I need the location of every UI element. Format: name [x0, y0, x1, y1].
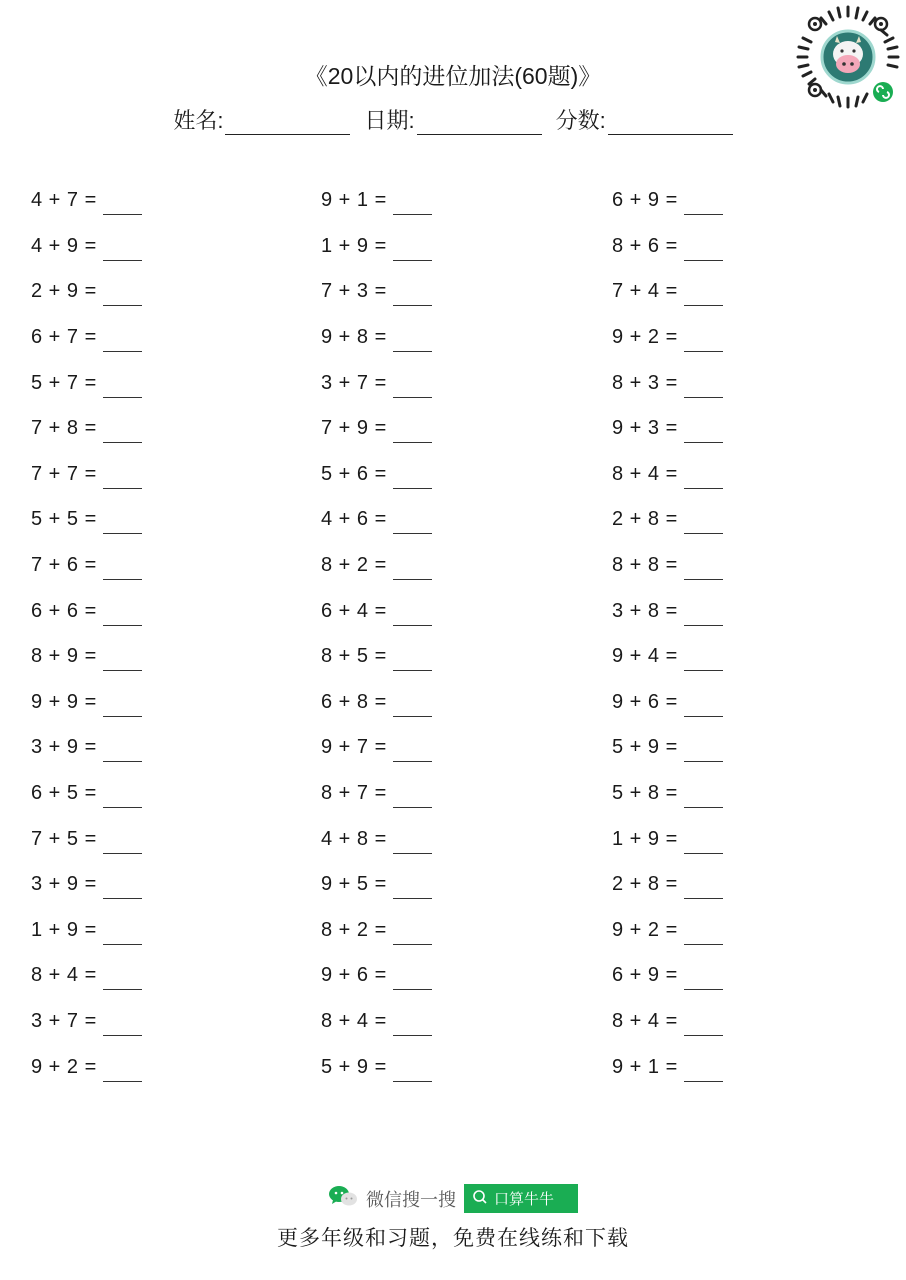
answer-blank[interactable]: [393, 785, 432, 808]
problem-expression: 8 + 2 =: [321, 554, 387, 577]
answer-blank[interactable]: [684, 1059, 723, 1082]
problem-expression: 7 + 8 =: [31, 417, 97, 440]
date-label: 日期:: [364, 108, 415, 133]
problem-expression: 6 + 9 =: [612, 189, 678, 212]
problem-item: [321, 315, 581, 361]
problem-item: [612, 360, 872, 406]
answer-blank[interactable]: [684, 603, 723, 626]
problem-expression: 9 + 5 =: [321, 873, 387, 896]
problem-item: [321, 953, 581, 999]
answer-blank[interactable]: [393, 420, 432, 443]
answer-blank[interactable]: [684, 1013, 723, 1036]
problem-expression: 8 + 4 =: [321, 1009, 387, 1032]
problem-expression: 6 + 5 =: [31, 782, 97, 805]
problem-item: [31, 497, 291, 543]
problem-item: [321, 224, 581, 270]
problem-item: [612, 816, 872, 862]
answer-blank[interactable]: [103, 283, 142, 306]
problem-item: [321, 771, 581, 817]
problem-item: [612, 452, 872, 498]
problem-item: [31, 862, 291, 908]
problem-item: [612, 588, 872, 634]
problem-expression: 8 + 4 =: [31, 964, 97, 987]
answer-blank[interactable]: [684, 922, 723, 945]
problem-expression: 5 + 7 =: [31, 371, 97, 394]
problem-item: [31, 680, 291, 726]
problem-expression: 7 + 4 =: [612, 280, 678, 303]
problem-item: [612, 771, 872, 817]
answer-blank[interactable]: [684, 375, 723, 398]
problem-expression: 8 + 4 =: [612, 462, 678, 485]
answer-blank[interactable]: [684, 238, 723, 261]
problem-item: [321, 497, 581, 543]
problem-item: [612, 315, 872, 361]
problem-expression: 5 + 8 =: [612, 782, 678, 805]
problem-expression: 9 + 6 =: [321, 964, 387, 987]
answer-blank[interactable]: [103, 1059, 142, 1082]
problem-item: [612, 178, 872, 224]
problem-item: [31, 452, 291, 498]
problem-column-1: [31, 178, 291, 1090]
problem-column-2: [321, 178, 581, 1090]
problem-expression: 6 + 7 =: [31, 326, 97, 349]
problem-item: [321, 816, 581, 862]
answer-blank[interactable]: [393, 192, 432, 215]
answer-blank[interactable]: [393, 466, 432, 489]
answer-blank[interactable]: [103, 1013, 142, 1036]
problem-item: [31, 1044, 291, 1090]
wechat-search-label: 微信搜一搜: [365, 1189, 456, 1210]
problem-item: [31, 315, 291, 361]
problem-expression: 2 + 8 =: [612, 508, 678, 531]
answer-blank[interactable]: [103, 511, 142, 534]
answer-blank[interactable]: [393, 511, 432, 534]
problem-item: [612, 543, 872, 589]
problem-item: [31, 224, 291, 270]
problem-expression: 9 + 4 =: [612, 645, 678, 668]
answer-blank[interactable]: [103, 238, 142, 261]
answer-blank[interactable]: [393, 283, 432, 306]
answer-blank[interactable]: [684, 329, 723, 352]
problem-item: [31, 406, 291, 452]
problem-item: [321, 999, 581, 1045]
problem-item: [612, 634, 872, 680]
answer-blank[interactable]: [393, 922, 432, 945]
problem-expression: 2 + 8 =: [612, 873, 678, 896]
answer-blank[interactable]: [393, 831, 432, 854]
problem-item: [612, 999, 872, 1045]
problem-expression: 5 + 9 =: [612, 736, 678, 759]
answer-blank[interactable]: [684, 283, 723, 306]
problem-item: [31, 634, 291, 680]
answer-blank[interactable]: [684, 420, 723, 443]
problem-expression: 4 + 6 =: [321, 508, 387, 531]
answer-blank[interactable]: [393, 1059, 432, 1082]
score-blank[interactable]: [608, 112, 733, 135]
problem-expression: 1 + 9 =: [612, 827, 678, 850]
problem-item: [321, 178, 581, 224]
problem-expression: 3 + 7 =: [321, 371, 387, 394]
answer-blank[interactable]: [684, 648, 723, 671]
problem-item: [612, 1044, 872, 1090]
name-field[interactable]: [173, 104, 350, 135]
answer-blank[interactable]: [393, 238, 432, 261]
problem-item: [31, 999, 291, 1045]
answer-blank[interactable]: [103, 739, 142, 762]
wechat-icon: [328, 1185, 358, 1212]
problem-expression: 8 + 9 =: [31, 645, 97, 668]
problem-item: [31, 178, 291, 224]
answer-blank[interactable]: [103, 648, 142, 671]
answer-blank[interactable]: [103, 375, 142, 398]
answer-blank[interactable]: [684, 876, 723, 899]
problem-expression: 1 + 9 =: [321, 234, 387, 257]
problem-item: [612, 406, 872, 452]
problem-item: [31, 953, 291, 999]
problem-expression: 6 + 8 =: [321, 690, 387, 713]
answer-blank[interactable]: [103, 557, 142, 580]
date-blank[interactable]: [417, 112, 542, 135]
problem-item: [31, 269, 291, 315]
problem-item: [612, 725, 872, 771]
answer-blank[interactable]: [103, 922, 142, 945]
score-field[interactable]: [556, 104, 733, 135]
answer-blank[interactable]: [103, 694, 142, 717]
problem-item: [321, 269, 581, 315]
problem-item: [31, 816, 291, 862]
date-field[interactable]: [364, 104, 541, 135]
problem-item: [612, 953, 872, 999]
promo-text: 更多年级和习题，免费在线练和下载: [277, 1227, 629, 1250]
answer-blank[interactable]: [684, 557, 723, 580]
answer-blank[interactable]: [103, 603, 142, 626]
answer-blank[interactable]: [684, 831, 723, 854]
problem-expression: 8 + 5 =: [321, 645, 387, 668]
answer-blank[interactable]: [684, 785, 723, 808]
answer-blank[interactable]: [103, 329, 142, 352]
problem-expression: 4 + 8 =: [321, 827, 387, 850]
problem-expression: 8 + 2 =: [321, 918, 387, 941]
problem-item: [612, 862, 872, 908]
problem-expression: 7 + 9 =: [321, 417, 387, 440]
problem-expression: 9 + 2 =: [31, 1055, 97, 1078]
problem-item: [321, 680, 581, 726]
answer-blank[interactable]: [393, 648, 432, 671]
name-label: 姓名:: [173, 108, 224, 133]
problem-item: [31, 725, 291, 771]
problem-expression: 7 + 5 =: [31, 827, 97, 850]
problem-expression: 9 + 8 =: [321, 326, 387, 349]
problem-expression: 7 + 3 =: [321, 280, 387, 303]
problem-expression: 9 + 6 =: [612, 690, 678, 713]
problem-expression: 5 + 5 =: [31, 508, 97, 531]
problem-expression: 8 + 7 =: [321, 782, 387, 805]
problem-expression: 9 + 2 =: [612, 326, 678, 349]
answer-blank[interactable]: [684, 511, 723, 534]
problem-expression: 9 + 1 =: [321, 189, 387, 212]
answer-blank[interactable]: [393, 603, 432, 626]
answer-blank[interactable]: [393, 557, 432, 580]
answer-blank[interactable]: [103, 192, 142, 215]
problem-item: [321, 634, 581, 680]
answer-blank[interactable]: [393, 694, 432, 717]
problem-expression: 3 + 9 =: [31, 873, 97, 896]
problem-expression: 6 + 6 =: [31, 599, 97, 622]
answer-blank[interactable]: [393, 375, 432, 398]
problem-item: [321, 406, 581, 452]
problem-expression: 3 + 7 =: [31, 1009, 97, 1032]
answer-blank[interactable]: [103, 420, 142, 443]
problem-item: [612, 908, 872, 954]
problem-expression: 9 + 2 =: [612, 918, 678, 941]
problem-expression: 8 + 4 =: [612, 1009, 678, 1032]
problem-item: [612, 680, 872, 726]
search-keyword: 口算牛牛: [493, 1191, 554, 1208]
answer-blank[interactable]: [103, 831, 142, 854]
problem-expression: 5 + 9 =: [321, 1055, 387, 1078]
answer-blank[interactable]: [684, 694, 723, 717]
problem-expression: 3 + 8 =: [612, 599, 678, 622]
problem-item: [612, 497, 872, 543]
problem-item: [321, 725, 581, 771]
problem-expression: 9 + 7 =: [321, 736, 387, 759]
answer-blank[interactable]: [393, 876, 432, 899]
search-keyword-badge[interactable]: [464, 1184, 578, 1213]
problem-item: [31, 543, 291, 589]
problem-item: [31, 908, 291, 954]
problem-expression: 7 + 6 =: [31, 554, 97, 577]
problem-item: [321, 588, 581, 634]
problem-item: [31, 360, 291, 406]
problem-expression: 6 + 9 =: [612, 964, 678, 987]
worksheet-title: 《20以内的进位加法(60题)》: [304, 63, 602, 89]
search-icon: [472, 1189, 488, 1209]
wechat-search-banner: [0, 1184, 906, 1213]
answer-blank[interactable]: [103, 967, 142, 990]
qr-code-icon[interactable]: [793, 2, 903, 112]
problem-item: [321, 1044, 581, 1090]
problem-expression: 8 + 3 =: [612, 371, 678, 394]
problem-item: [612, 269, 872, 315]
problem-item: [612, 224, 872, 270]
problem-expression: 2 + 9 =: [31, 280, 97, 303]
student-info-row: [0, 104, 906, 135]
problem-item: [321, 452, 581, 498]
answer-blank[interactable]: [393, 329, 432, 352]
answer-blank[interactable]: [103, 876, 142, 899]
problem-item: [321, 862, 581, 908]
problem-expression: 9 + 9 =: [31, 690, 97, 713]
answer-blank[interactable]: [684, 739, 723, 762]
problem-item: [31, 771, 291, 817]
problem-expression: 9 + 1 =: [612, 1055, 678, 1078]
problem-item: [321, 543, 581, 589]
problem-expression: 8 + 6 =: [612, 234, 678, 257]
problem-column-3: [612, 178, 872, 1090]
problem-item: [321, 360, 581, 406]
problem-expression: 4 + 9 =: [31, 234, 97, 257]
answer-blank[interactable]: [103, 466, 142, 489]
problem-item: [31, 588, 291, 634]
problem-expression: 5 + 6 =: [321, 462, 387, 485]
name-blank[interactable]: [225, 112, 350, 135]
answer-blank[interactable]: [684, 192, 723, 215]
problem-expression: 9 + 3 =: [612, 417, 678, 440]
problem-expression: 7 + 7 =: [31, 462, 97, 485]
answer-blank[interactable]: [103, 785, 142, 808]
problem-expression: 6 + 4 =: [321, 599, 387, 622]
problem-expression: 1 + 9 =: [31, 918, 97, 941]
answer-blank[interactable]: [684, 466, 723, 489]
problem-item: [321, 908, 581, 954]
problem-expression: 8 + 8 =: [612, 554, 678, 577]
problem-expression: 3 + 9 =: [31, 736, 97, 759]
answer-blank[interactable]: [684, 967, 723, 990]
answer-blank[interactable]: [393, 1013, 432, 1036]
problem-expression: 4 + 7 =: [31, 189, 97, 212]
answer-blank[interactable]: [393, 739, 432, 762]
score-label: 分数:: [555, 108, 606, 133]
answer-blank[interactable]: [393, 967, 432, 990]
